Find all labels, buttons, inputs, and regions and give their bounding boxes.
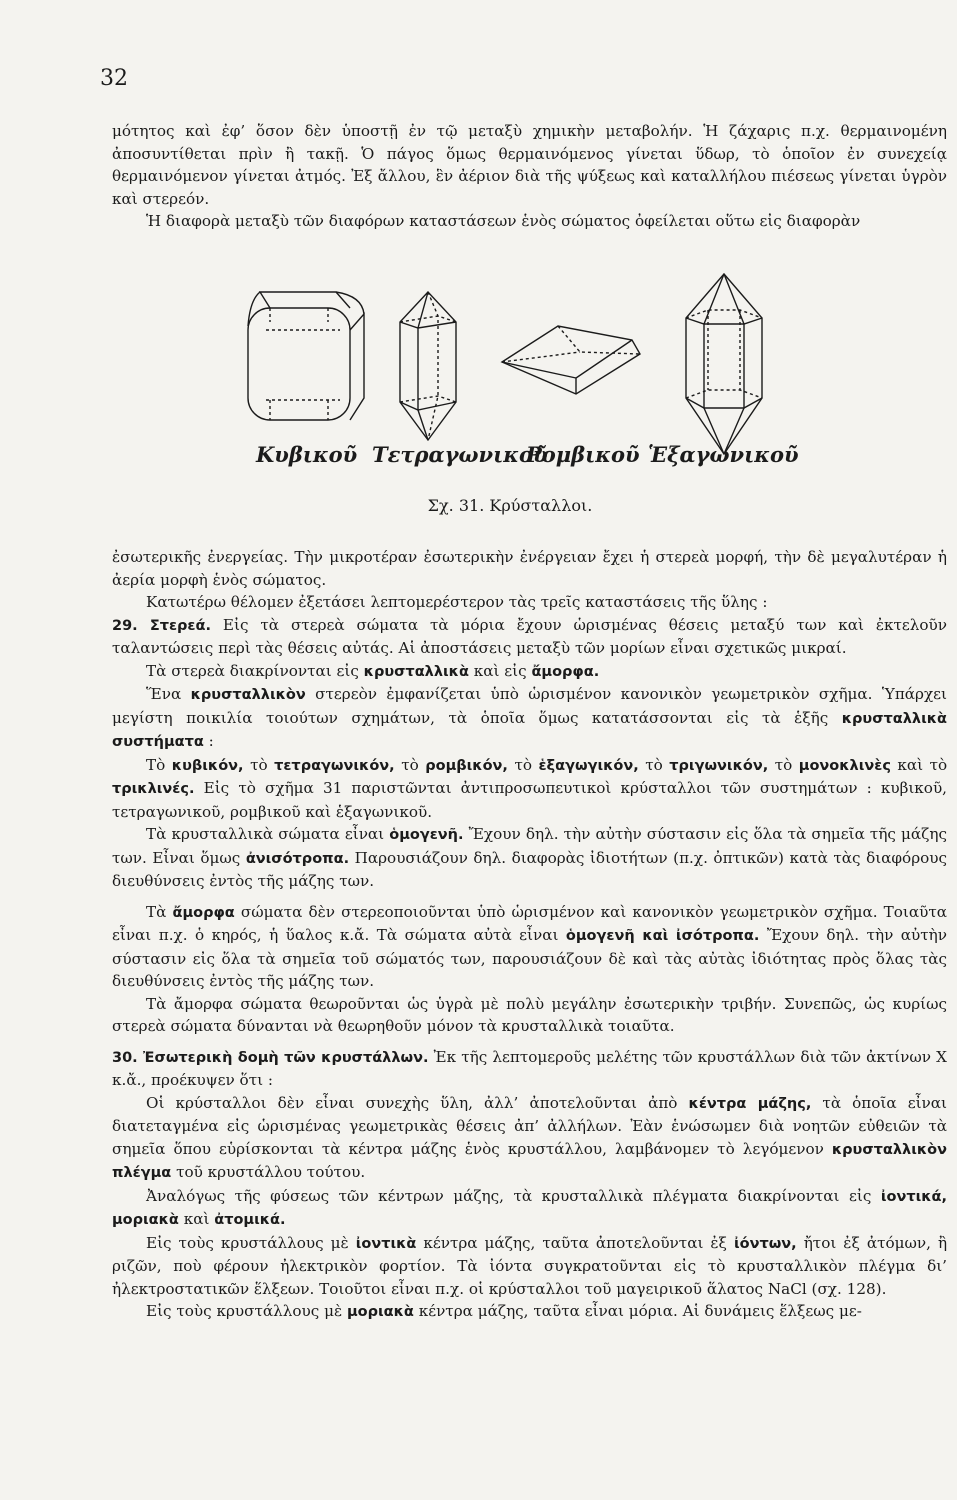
- main-text: [112, 546, 947, 1324]
- label-cubic: Κυβικοῦ: [256, 442, 358, 467]
- paragraph: Ἡ διαφορὰ μεταξὺ τῶν διαφόρων καταστάσεων ἑνὸς σώματος ὀφείλεται οὕτω εἰς διαφορὰν: [146, 212, 861, 230]
- tetragonal-crystal-drawing: [400, 292, 456, 440]
- label-tetragonal: Τετραγωνικοῦ: [372, 442, 548, 467]
- paragraph: Κατωτέρω θέλομεν ἐξετάσει λεπτομερέστερον τὰς τρεῖς καταστάσεις τῆς ὕλης :: [146, 593, 768, 611]
- crystal-drawings: [240, 270, 780, 470]
- paragraph: Τὰ κρυσταλλικὰ σώματα εἶναι ὁμογενῆ. Ἔχουν δηλ. τὴν αὐτὴν σύστασιν εἰς ὅλα τὰ σημεῖα τῆς μάζης των. Εἶναι ὅμως ἀνισότροπα. Παρουσιάζουν δηλ. διαφορὰς ἰδιοτήτων (π.χ. ὀπτικῶν) κατὰ τὰς διαφόρους διευθύνσεις ἐντὸς τῆς μάζης των.: [112, 825, 948, 890]
- intro-text: [112, 120, 947, 233]
- label-rhombic: Ρομβικοῦ: [526, 442, 640, 467]
- paragraph: Τὰ ἄμορφα σώματα δὲν στερεοποιοῦνται ὑπὸ ὡρισμένον καὶ κανονικὸν γεωμετρικὸν σχῆμα. Τοιαῦτα εἶναι π.χ. ὁ κηρός, ἡ ὕαλος κ.ἄ. Τὰ σώματα αὐτὰ εἶναι ὁμογενῆ καὶ ἰσότροπα. Ἔχουν δηλ. τὴν αὐτὴν σύστασιν εἰς ὅλα τὰ σημεῖα τοῦ σώματός των, παρουσιάζουν δὲ καὶ τὰς αὐτὰς ἰδιότητας πρὸς ὅλας τὰς διευθύνσεις ἐντὸς τῆς μάζης των.: [112, 902, 948, 990]
- label-hexagonal: Ἑξαγωνικοῦ: [648, 442, 799, 467]
- paragraph: Τὸ κυβικόν, τὸ τετραγωνικόν, τὸ ρομβικόν, τὸ ἑξαγωγικόν, τὸ τριγωνικόν, τὸ μονοκλινὲς καὶ τὸ τρικλινές. Εἰς τὸ σχῆμα 31 παριστῶνται ἀντιπροσωπευτικοὶ κρύσταλλοι τῶν συστημάτων : κυβικοῦ, τετραγωνικοῦ, ρομβικοῦ καὶ ἑξαγωνικοῦ.: [112, 755, 948, 821]
- section-29: 29. Στερεά. Εἰς τὰ στερεὰ σώματα τὰ μόρια ἔχουν ὡρισμένας θέσεις μεταξύ των καὶ ἐκτελοῦν ταλαντώσεις περὶ τὰς θέσεις αὐτάς. Αἱ ἀποστάσεις μεταξὺ τῶν μορίων εἶναι σχετικῶς μικραί.: [112, 615, 948, 657]
- paragraph: ἐσωτερικῆς ἐνεργείας. Τὴν μικροτέραν ἐσωτερικὴν ἐνέργειαν ἔχει ἡ στερεὰ μορφή, τὴν δὲ μεγαλυτέραν ἡ ἀερία μορφὴ ἑνὸς σώματος.: [112, 548, 947, 589]
- paragraph: Τὰ στερεὰ διακρίνονται εἰς κρυσταλλικὰ καὶ εἰς ἄμορφα.: [146, 661, 600, 680]
- paragraph: Ἕνα κρυσταλλικὸν στερεὸν ἐμφανίζεται ὑπὸ ὡρισμένον κανονικὸν γεωμετρικὸν σχῆμα. Ὑπάρχει μεγίστη ποικιλία τοιούτων σχημάτων, τὰ ὁποῖα ὅμως κατατάσσονται εἰς τὰ ἑξῆς κρυσταλλικὰ συστήματα :: [112, 685, 948, 750]
- cubic-crystal-drawing: [248, 292, 364, 420]
- crystal-figure: [240, 270, 799, 520]
- paragraph: Εἰς τοὺς κρυστάλλους μὲ ἰοντικὰ κέντρα μάζης, ταῦτα ἀποτελοῦνται ἐξ ἰόντων, ἤτοι ἐξ ἀτόμων, ἢ ριζῶν, ποὺ φέρουν ἠλεκτρικὸν φορτίον. Τὰ ἰόντα συγκρατοῦνται εἰς τὸ κρυσταλλικὸν πλέγμα δι’ ἠλεκτροστατικῶν ἕλξεων. Τοιοῦτοι εἶναι π.χ. οἱ κρύσταλλοι τοῦ μαγειρικοῦ ἅλατος NaCl (σχ. 128).: [112, 1233, 948, 1298]
- section-heading: 29. Στερεά.: [112, 617, 211, 634]
- section-30: 30. Ἐσωτερικὴ δομὴ τῶν κρυστάλλων. Ἐκ τῆς λεπτομεροῦς μελέτης τῶν κρυστάλλων διὰ τῶν ἀκτίνων X κ.ἄ., προέκυψεν ὅτι :: [112, 1047, 947, 1089]
- paragraph: μότητος καὶ ἐφ’ ὅσον δὲν ὑποστῇ ἐν τῷ μεταξὺ χημικὴν μεταβολήν. Ἡ ζάχαρις π.χ. θερμαινομένη ἀποσυντίθεται πρὶν ἢ τακῇ. Ὁ πάγος ὅμως θερμαινόμενος γίνεται ὕδωρ, τὸ ὁποῖον ἐν συνεχείᾳ θερμαινόμενον γίνεται ἀτμός. Ἐξ ἄλλου, ἓν ἀέριον διὰ τῆς ψύξεως καὶ καταλλήλου πιέσεως γίνεται ὑγρὸν καὶ στερεόν.: [112, 122, 947, 208]
- page-number: 32: [100, 66, 128, 91]
- paragraph: Τὰ ἄμορφα σώματα θεωροῦνται ὡς ὑγρὰ μὲ πολὺ μεγάλην ἐσωτερικὴν τριβήν. Συνεπῶς, ὡς κυρίως στερεὰ σώματα δύνανται νὰ θεωρηθοῦν μόνον τὰ κρυσταλλικὰ τοιαῦτα.: [112, 994, 947, 1035]
- section-heading: 30. Ἐσωτερικὴ δομὴ τῶν κρυστάλλων.: [112, 1049, 429, 1066]
- paragraph: Εἰς τοὺς κρυστάλλους μὲ μοριακὰ κέντρα μάζης, ταῦτα εἶναι μόρια. Αἱ δυνάμεις ἕλξεως με-: [146, 1302, 862, 1320]
- paragraph: Ἀναλόγως τῆς φύσεως τῶν κέντρων μάζης, τὰ κρυσταλλικὰ πλέγματα διακρίνονται εἰς ἰοντικά, μοριακὰ καὶ ἀτομικά.: [112, 1186, 948, 1228]
- hexagonal-crystal-drawing: [686, 274, 762, 454]
- figure-caption: Σχ. 31. Κρύσταλλοι.: [427, 496, 593, 515]
- paragraph: Οἱ κρύσταλλοι δὲν εἶναι συνεχὴς ὕλη, ἀλλ’ ἀποτελοῦνται ἀπὸ κέντρα μάζης, τὰ ὁποῖα εἶναι διατεταγμένα εἰς ὡρισμένας γεωμετρικὰς θέσεις ἀπ’ ἀλλήλων. Ἐὰν ἑνώσωμεν διὰ νοητῶν εὐθειῶν τὰ σημεῖα ὅπου εὑρίσκονται τὰ κέντρα μάζης ἑνὸς κρυστάλλου, λαμβάνομεν τὸ λεγόμενον κρυσταλλικὸν πλέγμα τοῦ κρυστάλλου τούτου.: [112, 1093, 948, 1181]
- rhombic-crystal-drawing: [502, 326, 640, 394]
